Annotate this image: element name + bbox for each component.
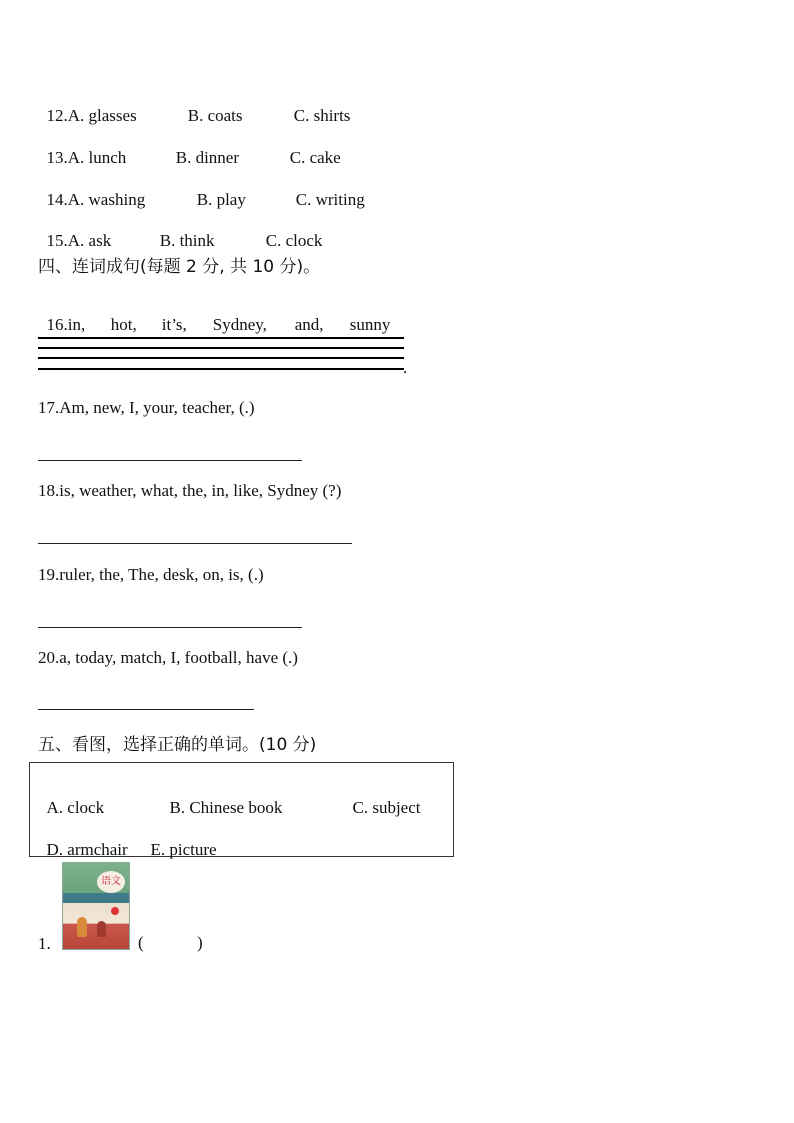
question-number: 16. <box>46 315 68 334</box>
answer-line <box>38 357 404 359</box>
answer-line <box>38 347 404 349</box>
answer-bracket-open: ( <box>138 933 144 952</box>
chinese-book-image <box>62 862 130 950</box>
option-c: C. cake <box>289 148 341 167</box>
answer-line <box>38 627 302 628</box>
option-c: C. clock <box>265 231 323 250</box>
question-12 <box>38 86 350 126</box>
book-illustration-roof <box>63 893 129 903</box>
option-c: C. shirts <box>293 106 351 125</box>
word-2: hot, <box>110 315 137 334</box>
answer-line <box>38 460 302 461</box>
book-title: 语文 <box>97 871 125 893</box>
word-option-c: C. subject <box>352 798 421 817</box>
option-c: C. writing <box>295 190 365 209</box>
question-number: 12. <box>46 106 68 125</box>
question-13 <box>38 128 341 168</box>
question-20: 20.a, today, match, I, football, have (.) <box>38 648 298 667</box>
word-option-d: D. armchair <box>46 840 128 859</box>
child-figure-icon <box>97 921 106 937</box>
question-15 <box>38 211 322 251</box>
section-5-heading: 五、看图，选择正确的单词。(10 分) <box>38 735 317 755</box>
word-bank-row-1 <box>38 778 421 818</box>
question-17: 17.Am, new, I, your, teacher, (.) <box>38 398 255 417</box>
section-4-heading: 四、连词成句(每题 2 分, 共 10 分)。 <box>38 257 321 277</box>
sentence-period: . <box>403 358 408 377</box>
child-figure-icon <box>77 917 87 937</box>
word-6: sunny <box>349 315 391 334</box>
option-b: B. think <box>159 231 215 250</box>
question-14 <box>38 170 365 210</box>
answer-line <box>38 337 404 339</box>
option-a: A. ask <box>67 231 112 250</box>
word-4: Sydney, <box>212 315 267 334</box>
word-5: and, <box>294 315 324 334</box>
word-option-a: A. clock <box>46 798 105 817</box>
picture-question-number: 1. <box>38 934 51 953</box>
answer-bracket-close: ) <box>197 933 203 952</box>
answer-line <box>38 368 404 370</box>
option-a: A. lunch <box>67 148 127 167</box>
answer-line <box>38 543 352 544</box>
option-b: B. dinner <box>175 148 240 167</box>
word-bank-row-2 <box>38 820 217 860</box>
question-number: 14. <box>46 190 68 209</box>
word-1: in, <box>67 315 86 334</box>
option-a: A. glasses <box>67 106 137 125</box>
option-a: A. washing <box>67 190 146 209</box>
lantern-icon <box>111 907 119 915</box>
question-number: 15. <box>46 231 68 250</box>
word-3: it’s, <box>161 315 187 334</box>
question-19: 19.ruler, the, The, desk, on, is, (.) <box>38 565 264 584</box>
word-option-b: B. Chinese book <box>169 798 283 817</box>
question-18: 18.is, weather, what, the, in, like, Sydney (?) <box>38 481 342 500</box>
word-option-e: E. picture <box>150 840 217 859</box>
question-number: 13. <box>46 148 68 167</box>
answer-line <box>38 709 254 710</box>
option-b: B. play <box>196 190 246 209</box>
option-b: B. coats <box>187 106 243 125</box>
question-16 <box>38 295 390 335</box>
